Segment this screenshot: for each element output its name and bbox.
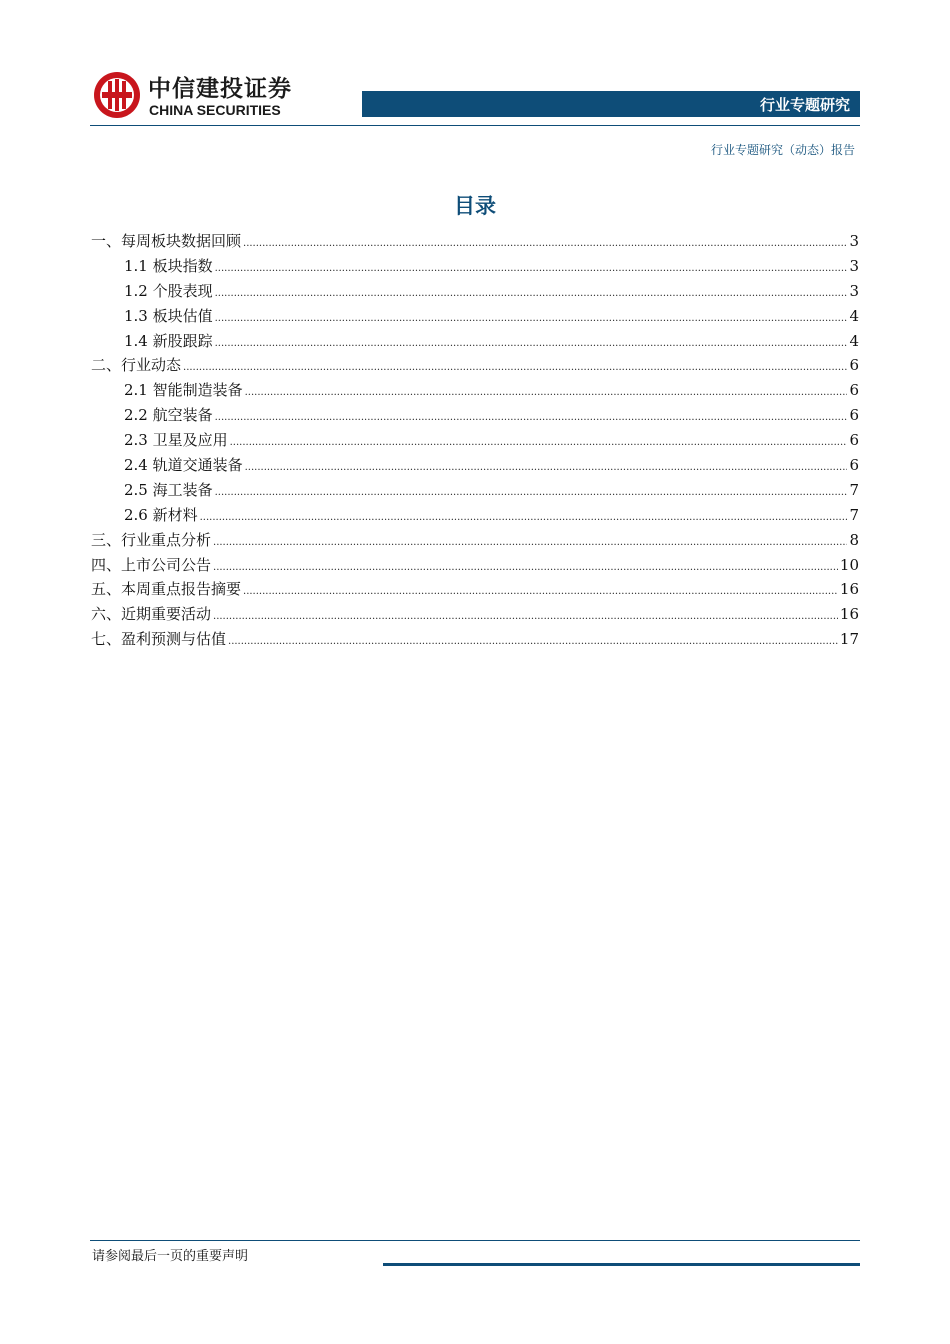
footer-divider — [90, 1240, 860, 1241]
dot-leader — [215, 478, 848, 503]
header-banner — [362, 91, 860, 117]
dot-leader — [228, 627, 838, 652]
dot-leader — [213, 602, 838, 627]
logo-english-name: CHINA SECURITIES — [149, 102, 281, 118]
toc-entry-page: 8 — [849, 530, 859, 549]
dot-leader — [245, 378, 848, 403]
dot-leader — [200, 503, 848, 528]
dot-leader — [215, 304, 848, 329]
toc-entry-label: 2.6 新材料 — [124, 505, 198, 524]
toc-entry[interactable] — [91, 254, 859, 279]
citic-logo-icon — [92, 70, 142, 120]
toc-entry-label: 二、行业动态 — [91, 356, 182, 375]
toc-entry[interactable] — [91, 577, 859, 602]
header-divider — [90, 125, 860, 126]
toc-entry-label: 2.4 轨道交通装备 — [124, 456, 243, 475]
toc-title: 目录 — [454, 194, 496, 218]
toc-entry-label: 2.5 海工装备 — [124, 480, 213, 499]
dot-leader — [183, 353, 847, 378]
toc-entry-page: 3 — [849, 256, 859, 275]
dot-leader — [243, 229, 847, 254]
toc-entry[interactable] — [91, 428, 859, 453]
toc-entry[interactable] — [91, 378, 859, 403]
toc-entry-page: 6 — [849, 356, 859, 375]
toc-entry-label: 一、每周板块数据回顾 — [91, 232, 242, 250]
dot-leader — [230, 428, 848, 453]
toc-entry[interactable] — [91, 627, 859, 652]
toc-entry-label: 七、盈利预测与估值 — [91, 630, 227, 649]
banner-title: 行业专题研究 — [759, 96, 850, 114]
toc-entry-label: 四、上市公司公告 — [91, 555, 212, 574]
toc-entry-page: 6 — [849, 431, 859, 450]
toc-entry[interactable] — [91, 353, 859, 378]
dot-leader — [245, 453, 848, 478]
toc-entry-label: 1.3 板块估值 — [124, 306, 213, 325]
toc-entry-label: 1.2 个股表现 — [124, 281, 213, 300]
toc-entry-page: 6 — [849, 406, 859, 425]
toc-entry-page: 3 — [849, 281, 859, 300]
toc-entry-page: 6 — [849, 456, 859, 475]
dot-leader — [215, 279, 848, 304]
dot-leader — [243, 577, 838, 602]
footer-accent-bar — [383, 1263, 860, 1266]
toc-entry-label: 2.3 卫星及应用 — [124, 431, 228, 450]
toc-entry-label: 五、本周重点报告摘要 — [91, 580, 242, 599]
toc-entry-page: 16 — [839, 580, 859, 599]
toc-entry[interactable] — [91, 553, 859, 578]
toc-entry-label: 2.2 航空装备 — [124, 406, 213, 425]
toc-entry-page: 6 — [849, 381, 859, 400]
dot-leader — [213, 553, 838, 578]
toc-entry-page: 17 — [839, 630, 859, 649]
toc-entry-page: 4 — [849, 331, 859, 350]
toc-entry-page: 4 — [849, 306, 859, 325]
dot-leader — [213, 528, 847, 553]
footer-disclaimer: 请参阅最后一页的重要声明 — [92, 1249, 249, 1264]
toc-entry-label: 1.1 板块指数 — [124, 256, 213, 275]
toc-entry[interactable] — [91, 453, 859, 478]
report-type: 行业专题研究（动态）报告 — [710, 143, 855, 157]
toc-entry-label: 六、近期重要活动 — [91, 605, 212, 624]
toc-entry-label: 1.4 新股跟踪 — [124, 331, 213, 350]
toc-entry[interactable] — [91, 229, 859, 254]
toc-entry-page: 7 — [849, 480, 859, 499]
toc-entry[interactable] — [91, 329, 859, 354]
toc-entry[interactable] — [91, 503, 859, 528]
toc-entry[interactable] — [91, 478, 859, 503]
toc-entry[interactable] — [91, 602, 859, 627]
dot-leader — [215, 403, 848, 428]
dot-leader — [215, 254, 848, 279]
toc-entry[interactable] — [91, 528, 859, 553]
toc-entry[interactable] — [91, 279, 859, 304]
toc-entry-page: 3 — [849, 232, 859, 250]
logo-chinese-name: 中信建投证券 — [148, 76, 292, 102]
toc-entry-page: 7 — [849, 505, 859, 524]
toc-entry-label: 三、行业重点分析 — [91, 530, 212, 549]
toc-entry-page: 10 — [839, 555, 859, 574]
toc-entry-label: 2.1 智能制造装备 — [124, 381, 243, 400]
toc-entry[interactable] — [91, 403, 859, 428]
table-of-contents — [91, 229, 859, 652]
toc-entry[interactable] — [91, 304, 859, 329]
company-logo — [92, 68, 322, 124]
toc-entry-page: 16 — [839, 605, 859, 624]
dot-leader — [215, 329, 848, 354]
